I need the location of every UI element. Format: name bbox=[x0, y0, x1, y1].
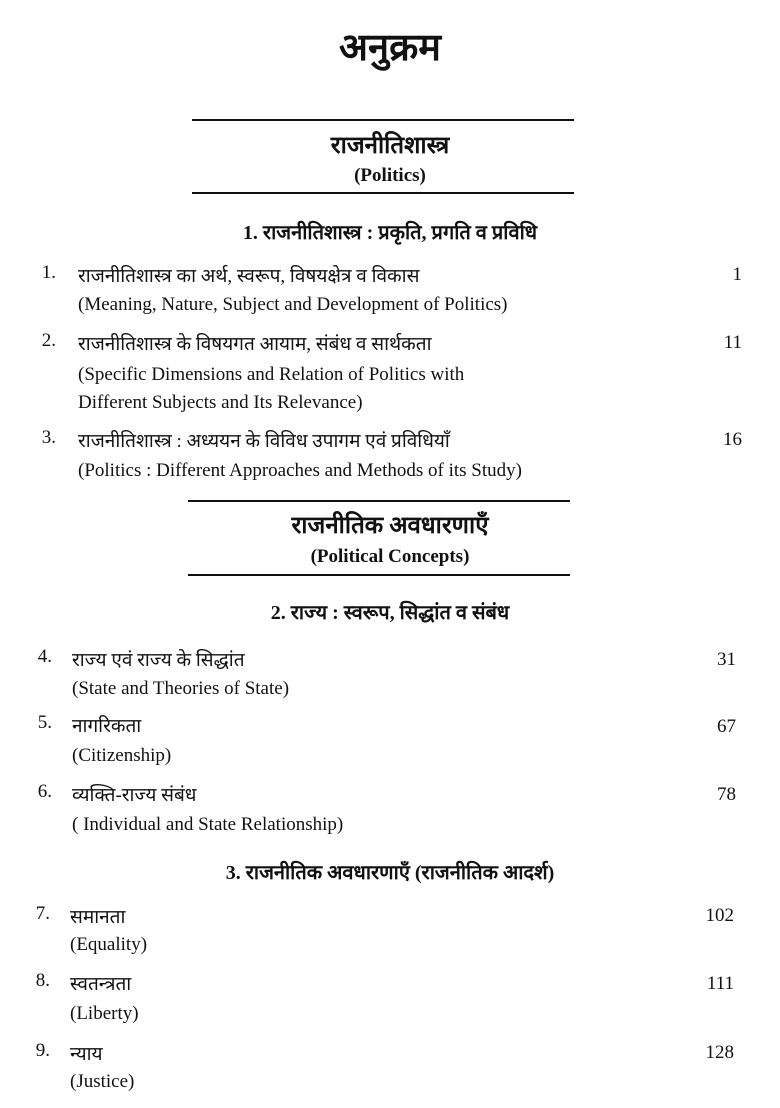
section-rule-bottom bbox=[192, 192, 574, 194]
entry-title-english: Different Subjects and Its Relevance) bbox=[78, 392, 363, 413]
entry-title-english: (Liberty) bbox=[70, 1003, 139, 1024]
entry-page-number: 31 bbox=[717, 649, 736, 670]
section-title-english: (Politics) bbox=[354, 165, 426, 186]
entry-title-hindi: राज्य एवं राज्य के सिद्धांत bbox=[72, 650, 245, 671]
entry-number: 4. bbox=[37, 646, 52, 667]
entry-title-english: (Meaning, Nature, Subject and Development of Politics) bbox=[78, 294, 508, 315]
entry-page-number: 102 bbox=[705, 905, 734, 926]
entry-title-english: (Equality) bbox=[70, 934, 148, 955]
entry-page-number: 11 bbox=[723, 332, 742, 353]
entry-page-number: 1 bbox=[732, 264, 742, 285]
chapter-heading: 2. राज्य : स्वरूप, सिद्धांत व संबंध bbox=[270, 602, 510, 624]
chapter-heading: 3. राजनीतिक अवधारणाएँ (राजनीतिक आदर्श) bbox=[225, 862, 555, 884]
entry-number: 2. bbox=[41, 330, 56, 351]
entry-title-hindi: राजनीतिशास्त्र : अध्ययन के विविध उपागम एवं प्रविधियाँ bbox=[78, 431, 450, 452]
entry-title-hindi: व्यक्ति-राज्य संबंध bbox=[72, 785, 197, 806]
entry-title-english: (Justice) bbox=[70, 1071, 135, 1092]
entry-title-hindi: राजनीतिशास्त्र का अर्थ, स्वरूप, विषयक्षेत्र व विकास bbox=[78, 266, 420, 287]
entry-title-english: (Citizenship) bbox=[72, 745, 172, 766]
entry-number: 1. bbox=[41, 262, 56, 283]
entry-number: 3. bbox=[41, 427, 56, 448]
section-title-hindi: राजनीतिक अवधारणाएँ bbox=[291, 513, 489, 539]
entry-number: 6. bbox=[37, 781, 52, 802]
chapter-heading: 1. राजनीतिशास्त्र : प्रकृति, प्रगति व प्रविधि bbox=[242, 222, 538, 244]
section-rule-top bbox=[188, 500, 570, 502]
entry-title-english: ( Individual and State Relationship) bbox=[72, 814, 344, 835]
entry-number: 5. bbox=[37, 712, 52, 733]
entry-page-number: 78 bbox=[717, 784, 736, 805]
entry-title-hindi: न्याय bbox=[70, 1044, 103, 1065]
entry-title-hindi: समानता bbox=[70, 907, 126, 928]
entry-number: 8. bbox=[35, 970, 50, 991]
page-title: अनुक्रम bbox=[338, 27, 442, 69]
entry-page-number: 67 bbox=[717, 716, 736, 737]
entry-page-number: 128 bbox=[705, 1042, 734, 1063]
section-title-english: (Political Concepts) bbox=[310, 546, 470, 567]
entry-number: 7. bbox=[35, 903, 50, 924]
entry-page-number: 111 bbox=[706, 973, 734, 994]
entry-title-english: (State and Theories of State) bbox=[72, 678, 290, 699]
entry-title-hindi: स्वतन्त्रता bbox=[70, 974, 132, 995]
entry-title-english: (Specific Dimensions and Relation of Politics with bbox=[78, 364, 465, 385]
entry-title-hindi: नागरिकता bbox=[72, 716, 142, 737]
entry-number: 9. bbox=[35, 1040, 50, 1061]
entry-title-hindi: राजनीतिशास्त्र के विषयगत आयाम, संबंध व सार्थकता bbox=[78, 334, 432, 355]
section-rule-top bbox=[192, 119, 574, 121]
section-rule-bottom bbox=[188, 574, 570, 576]
entry-title-english: (Politics : Different Approaches and Methods of its Study) bbox=[78, 460, 522, 481]
section-title-hindi: राजनीतिशास्त्र bbox=[330, 133, 450, 159]
entry-page-number: 16 bbox=[723, 429, 742, 450]
